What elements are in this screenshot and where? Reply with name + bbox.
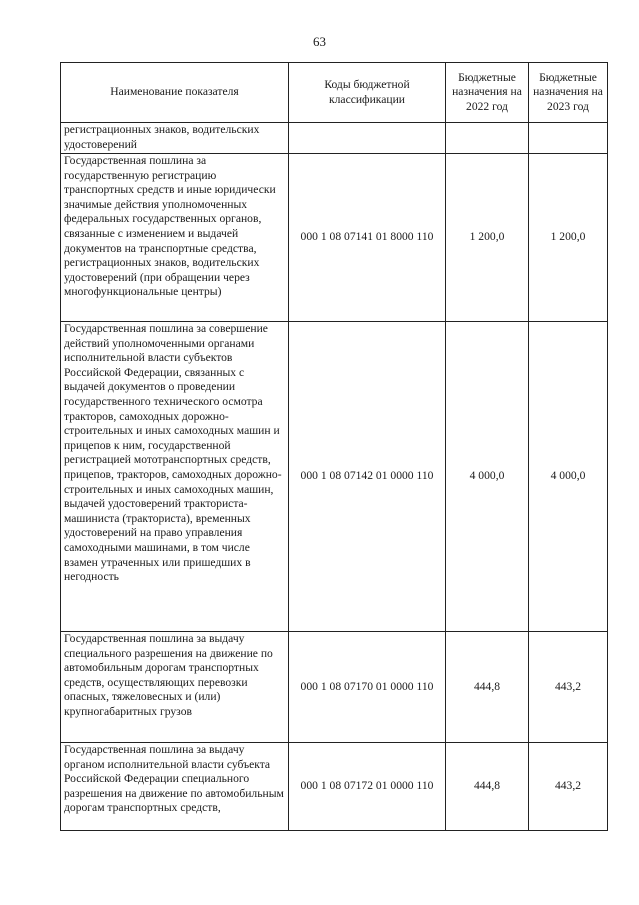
budget-table	[60, 62, 608, 831]
table-row	[61, 632, 608, 743]
row-value-2023: 443,2	[529, 743, 608, 831]
page-number: 63	[313, 34, 326, 49]
row-indicator-name: Государственная пошлина за выдачу специального разрешения на движение по автомобильным дорогам транспортных средств, осуществляющих перевозки опасных, тяжеловесных и (или) крупногабаритных грузов	[61, 632, 289, 743]
table-row	[61, 322, 608, 632]
row-value-2023: 4 000,0	[529, 322, 608, 632]
table-header-row	[61, 63, 608, 123]
row-value-2022: 4 000,0	[446, 322, 529, 632]
row-value-2023: 1 200,0	[529, 154, 608, 322]
row-value-2022: 1 200,0	[446, 154, 529, 322]
table-row	[61, 743, 608, 831]
header-budget-2023: Бюджетные назначения на 2023 год	[529, 63, 608, 123]
row-value-2022: 444,8	[446, 632, 529, 743]
row-budget-code: 000 1 08 07142 01 0000 110	[289, 322, 446, 632]
row-budget-code: 000 1 08 07141 01 8000 110	[289, 154, 446, 322]
row-value-2022: 444,8	[446, 743, 529, 831]
header-indicator-name: Наименование показателя	[61, 63, 289, 123]
table-row	[61, 123, 608, 154]
header-budget-codes: Коды бюджетной классификации	[289, 63, 446, 123]
row-indicator-name: Государственная пошлина за совершение действий уполномоченными органами исполнительной власти субъектов Российской Федерации, связанных с выдачей документов о проведении государственного технического осмотра тракторов, самоходных дорожно-строительных и иных самоходных машин и прицепов к ним, государственной регистрацией мототранспортных средств, прицепов, тракторов, самоходных дорожно-строительных и иных самоходных машин, выдачей удостоверений тракториста-машиниста (тракториста), временных удостоверений на право управления самоходными машинами, в том числе взамен утраченных или пришедших в негодность	[61, 322, 289, 632]
row-indicator-name: регистрационных знаков, водительских удостоверений	[61, 123, 289, 154]
row-indicator-name: Государственная пошлина за государственную регистрацию транспортных средств и иные юридически значимые действия уполномоченных федеральных государственных органов, связанные с изменением и выдачей документов на транспортные средства, регистрационных знаков, водительских удостоверений (при обращении через многофункциональные центры)	[61, 154, 289, 322]
row-value-2023: 443,2	[529, 632, 608, 743]
table-row	[61, 154, 608, 322]
row-indicator-name: Государственная пошлина за выдачу органом исполнительной власти субъекта Российской Федерации специального разрешения на движение по автомобильным дорогам транспортных средств,	[61, 743, 289, 831]
row-value-2023	[529, 123, 608, 154]
header-budget-2022: Бюджетные назначения на 2022 год	[446, 63, 529, 123]
row-value-2022	[446, 123, 529, 154]
row-budget-code: 000 1 08 07170 01 0000 110	[289, 632, 446, 743]
row-budget-code	[289, 123, 446, 154]
row-budget-code: 000 1 08 07172 01 0000 110	[289, 743, 446, 831]
